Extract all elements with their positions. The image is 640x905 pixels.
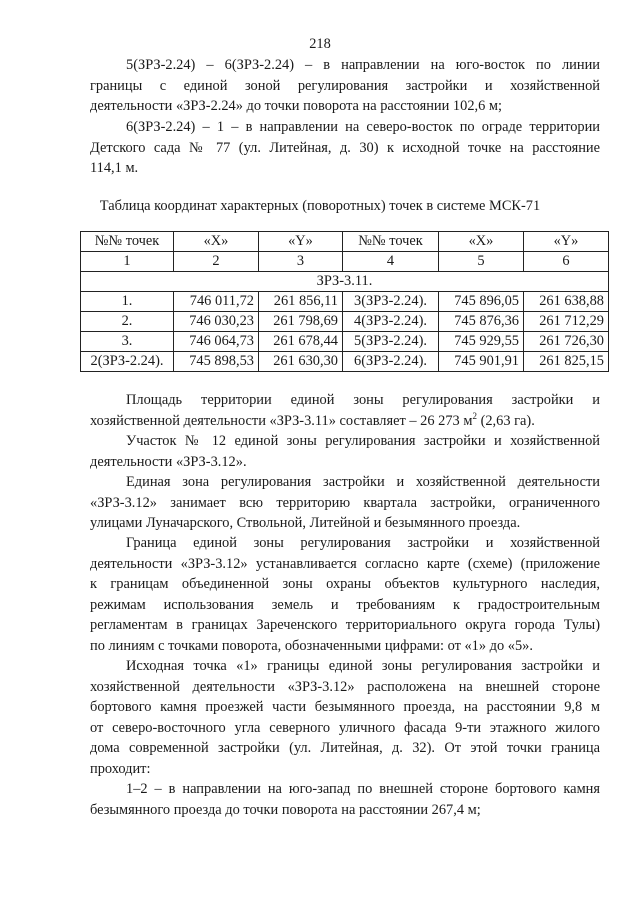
paragraph-zone-territory — [90, 472, 600, 534]
text-line: «ЗРЗ-3.12» занимает всю территорию квартала застройки, ограниченного — [90, 494, 600, 511]
coordinates-table — [80, 231, 609, 372]
table-header-cell: №№ точек — [343, 232, 439, 252]
table-cell: 745 898,53 — [174, 352, 259, 372]
paragraph-segment-5-6 — [90, 55, 600, 117]
text-line: проходит: — [90, 760, 151, 777]
table-header-cell: «Х» — [439, 232, 524, 252]
superscript: 2 — [472, 410, 477, 421]
table-cell: 4 — [343, 252, 439, 272]
text-line — [90, 411, 600, 432]
text-line: деятельности «ЗРЗ-2.24» до точки поворота на расстоянии 102,6 м; — [90, 98, 503, 115]
table-cell: 1. — [81, 292, 174, 312]
text-line: режимам использования земель и требованиям к градостроительным — [90, 596, 600, 613]
text-line: деятельности «ЗРЗ-3.12». — [90, 453, 247, 470]
text-line: границы с единой зоной регулирования застройки и хозяйственной — [90, 77, 600, 94]
table-cell: 261 630,30 — [259, 352, 343, 372]
table-cell: 746 011,72 — [174, 292, 259, 312]
text-line: 6(ЗРЗ-2.24) – 1 – в направлении на северо-восток по ограде территории — [126, 119, 600, 135]
text-line: Граница единой зоны регулирования застройки и хозяйственной — [126, 535, 600, 551]
table-cell: 261 638,88 — [524, 292, 609, 312]
paragraph-segment-1-2 — [90, 779, 600, 820]
table-cell: 745 896,05 — [439, 292, 524, 312]
table-header-cell: «Y» — [259, 232, 343, 252]
table-numbering-row — [81, 252, 609, 272]
table-cell: 2(ЗРЗ-2.24). — [81, 352, 174, 372]
paragraph-area — [90, 390, 600, 431]
text-line: Площадь территории единой зоны регулирования застройки и — [126, 392, 600, 408]
table-cell: 3 — [259, 252, 343, 272]
text-line: от северо-восточного угла северного уличного фасада 9-ти этажного жилого — [90, 719, 600, 736]
text-line: бортового камня проезжей части безымянного проезда, на расстоянии 9,8 м — [90, 699, 600, 716]
table-header-row — [81, 232, 609, 252]
text-line: деятельности «ЗРЗ-3.12» устанавливается согласно карте (схеме) (приложение — [90, 555, 600, 572]
area-text: хозяйственной деятельности «ЗРЗ-3.11» составляет – 26 273 м — [90, 412, 473, 429]
text-line: 1–2 – в направлении на юго-запад по внешней стороне бортового камня — [126, 781, 600, 797]
area-text: (2,63 га). — [476, 412, 535, 429]
text-line: улицами Луначарского, Ствольной, Литейной и безымянного проезда. — [90, 515, 521, 532]
table-row — [81, 352, 609, 372]
text-line: Единая зона регулирования застройки и хозяйственной деятельности — [126, 474, 600, 490]
table-cell: 261 798,69 — [259, 312, 343, 332]
paragraph-section-title — [90, 431, 600, 472]
text-line: регламентам в границах Зареченского территориального округа города Тулы) — [90, 617, 600, 634]
table-cell: 4(ЗРЗ-2.24). — [343, 312, 439, 332]
table-caption: Таблица координат характерных (поворотных) точек в системе МСК-71 — [99, 198, 541, 214]
table-section-row — [81, 272, 609, 292]
table-header-cell: «Y» — [524, 232, 609, 252]
table-cell: 2. — [81, 312, 174, 332]
table-cell: 745 876,36 — [439, 312, 524, 332]
table-header-cell: №№ точек — [81, 232, 174, 252]
text-line: хозяйственной деятельности «ЗРЗ-3.12» расположена на внешней стороне — [90, 678, 600, 695]
table-cell: 3(ЗРЗ-2.24). — [343, 292, 439, 312]
table-cell: 746 030,23 — [174, 312, 259, 332]
table-cell: 261 678,44 — [259, 332, 343, 352]
text-line: безымянного проезда до точки поворота на расстоянии 267,4 м; — [90, 801, 481, 818]
table-cell: 261 726,30 — [524, 332, 609, 352]
text-line: 114,1 м. — [90, 160, 139, 177]
table-header-cell: «Х» — [174, 232, 259, 252]
table-cell: 745 929,55 — [439, 332, 524, 352]
text-line: Детского сада № 77 (ул. Литейная, д. 30) к исходной точке на расстояние — [90, 139, 600, 156]
table-cell: 6(ЗРЗ-2.24). — [343, 352, 439, 372]
text-line: Участок № 12 единой зоны регулирования застройки и хозяйственной — [126, 433, 600, 449]
text-line: Исходная точка «1» границы единой зоны регулирования застройки и — [126, 658, 600, 674]
text-line: 5(ЗРЗ-2.24) – 6(ЗРЗ-2.24) – в направлении на юго-восток по линии — [126, 57, 600, 73]
text-line: по линиям с точками поворота, обозначенными цифрами: от «1» до «5». — [90, 637, 533, 654]
table-cell: 6 — [524, 252, 609, 272]
table-cell: 1 — [81, 252, 174, 272]
page-number: 218 — [309, 36, 331, 52]
table-cell: 745 901,91 — [439, 352, 524, 372]
text-line: к границам объединенной зоны охраны объектов культурного наследия, — [90, 576, 600, 593]
table-row — [81, 312, 609, 332]
table-section-label: ЗРЗ-3.11. — [81, 272, 609, 292]
table-row — [81, 332, 609, 352]
table-cell: 5(ЗРЗ-2.24). — [343, 332, 439, 352]
paragraph-start-point — [90, 656, 600, 780]
paragraph-zone-border — [90, 533, 600, 657]
table-cell: 261 712,29 — [524, 312, 609, 332]
table-cell: 261 825,15 — [524, 352, 609, 372]
table-cell: 5 — [439, 252, 524, 272]
table-cell: 2 — [174, 252, 259, 272]
table-cell: 746 064,73 — [174, 332, 259, 352]
table-cell: 261 856,11 — [259, 292, 343, 312]
paragraph-segment-6-1 — [90, 117, 600, 179]
table-cell: 3. — [81, 332, 174, 352]
table-row — [81, 292, 609, 312]
text-line: дома современной застройки (ул. Литейная, д. 32). От этой точки граница — [90, 740, 600, 757]
